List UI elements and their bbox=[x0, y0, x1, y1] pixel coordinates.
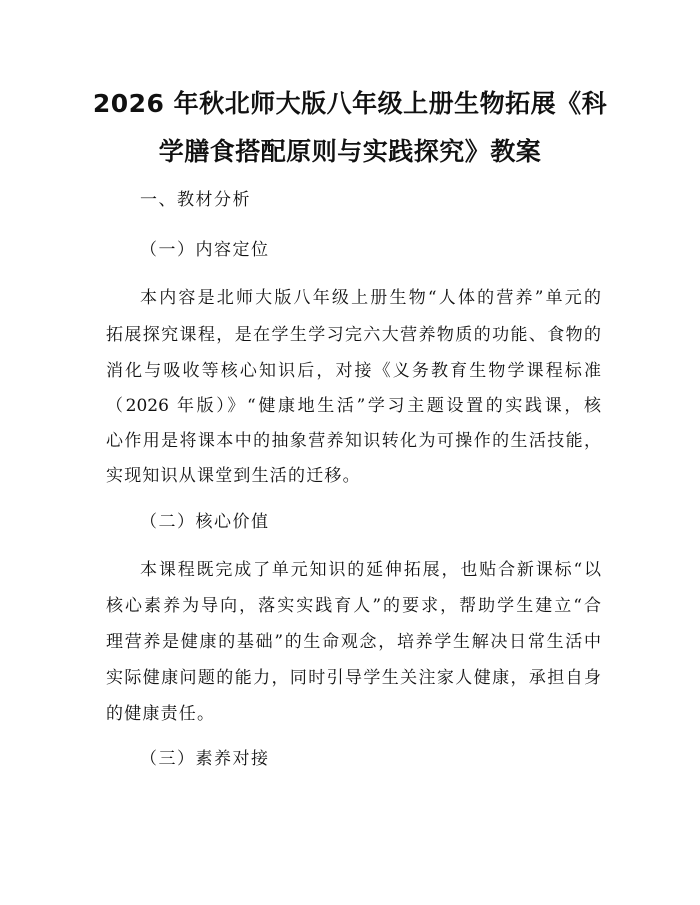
section-heading-textbook-analysis: 一、教材分析 bbox=[140, 190, 251, 210]
subsection-heading-literacy-alignment: （三）素养对接 bbox=[140, 749, 270, 769]
paragraph-line: 拓展探究课程，是在学生学习完六大营养物质的功能、食物的 bbox=[106, 325, 601, 345]
paragraph-line: 本课程既完成了单元知识的延伸拓展，也贴合新课标“以 bbox=[140, 560, 601, 580]
document-title-line-2: 学膳食搭配原则与实践探究》教案 bbox=[158, 137, 542, 166]
paragraph-line: 本内容是北师大版八年级上册生物“人体的营养”单元的 bbox=[140, 288, 601, 308]
subsection-heading-core-value: （二）核心价值 bbox=[140, 512, 270, 532]
paragraph-line: 的健康责任。 bbox=[106, 704, 216, 724]
paragraph-line: 实际健康问题的能力，同时引导学生关注家人健康，承担自身 bbox=[106, 668, 601, 688]
subsection-heading-content-positioning: （一）内容定位 bbox=[140, 240, 270, 260]
document-title-line-1: 2026 年秋北师大版八年级上册生物拓展《科 bbox=[92, 89, 608, 118]
paragraph-line: 理营养是健康的基础”的生命观念，培养学生解决日常生活中 bbox=[106, 632, 601, 652]
paragraph-line: 消化与吸收等核心知识后，对接《义务教育生物学课程标准 bbox=[106, 361, 601, 381]
paragraph-line: 核心素养为导向，落实实践育人”的要求，帮助学生建立“合 bbox=[106, 596, 601, 616]
paragraph-line: 实现知识从课堂到生活的迁移。 bbox=[106, 466, 361, 486]
paragraph-line: 心作用是将课本中的抽象营养知识转化为可操作的生活技能， bbox=[106, 431, 601, 451]
paragraph-line: （2026 年版）》“健康地生活”学习主题设置的实践课，核 bbox=[106, 396, 601, 416]
